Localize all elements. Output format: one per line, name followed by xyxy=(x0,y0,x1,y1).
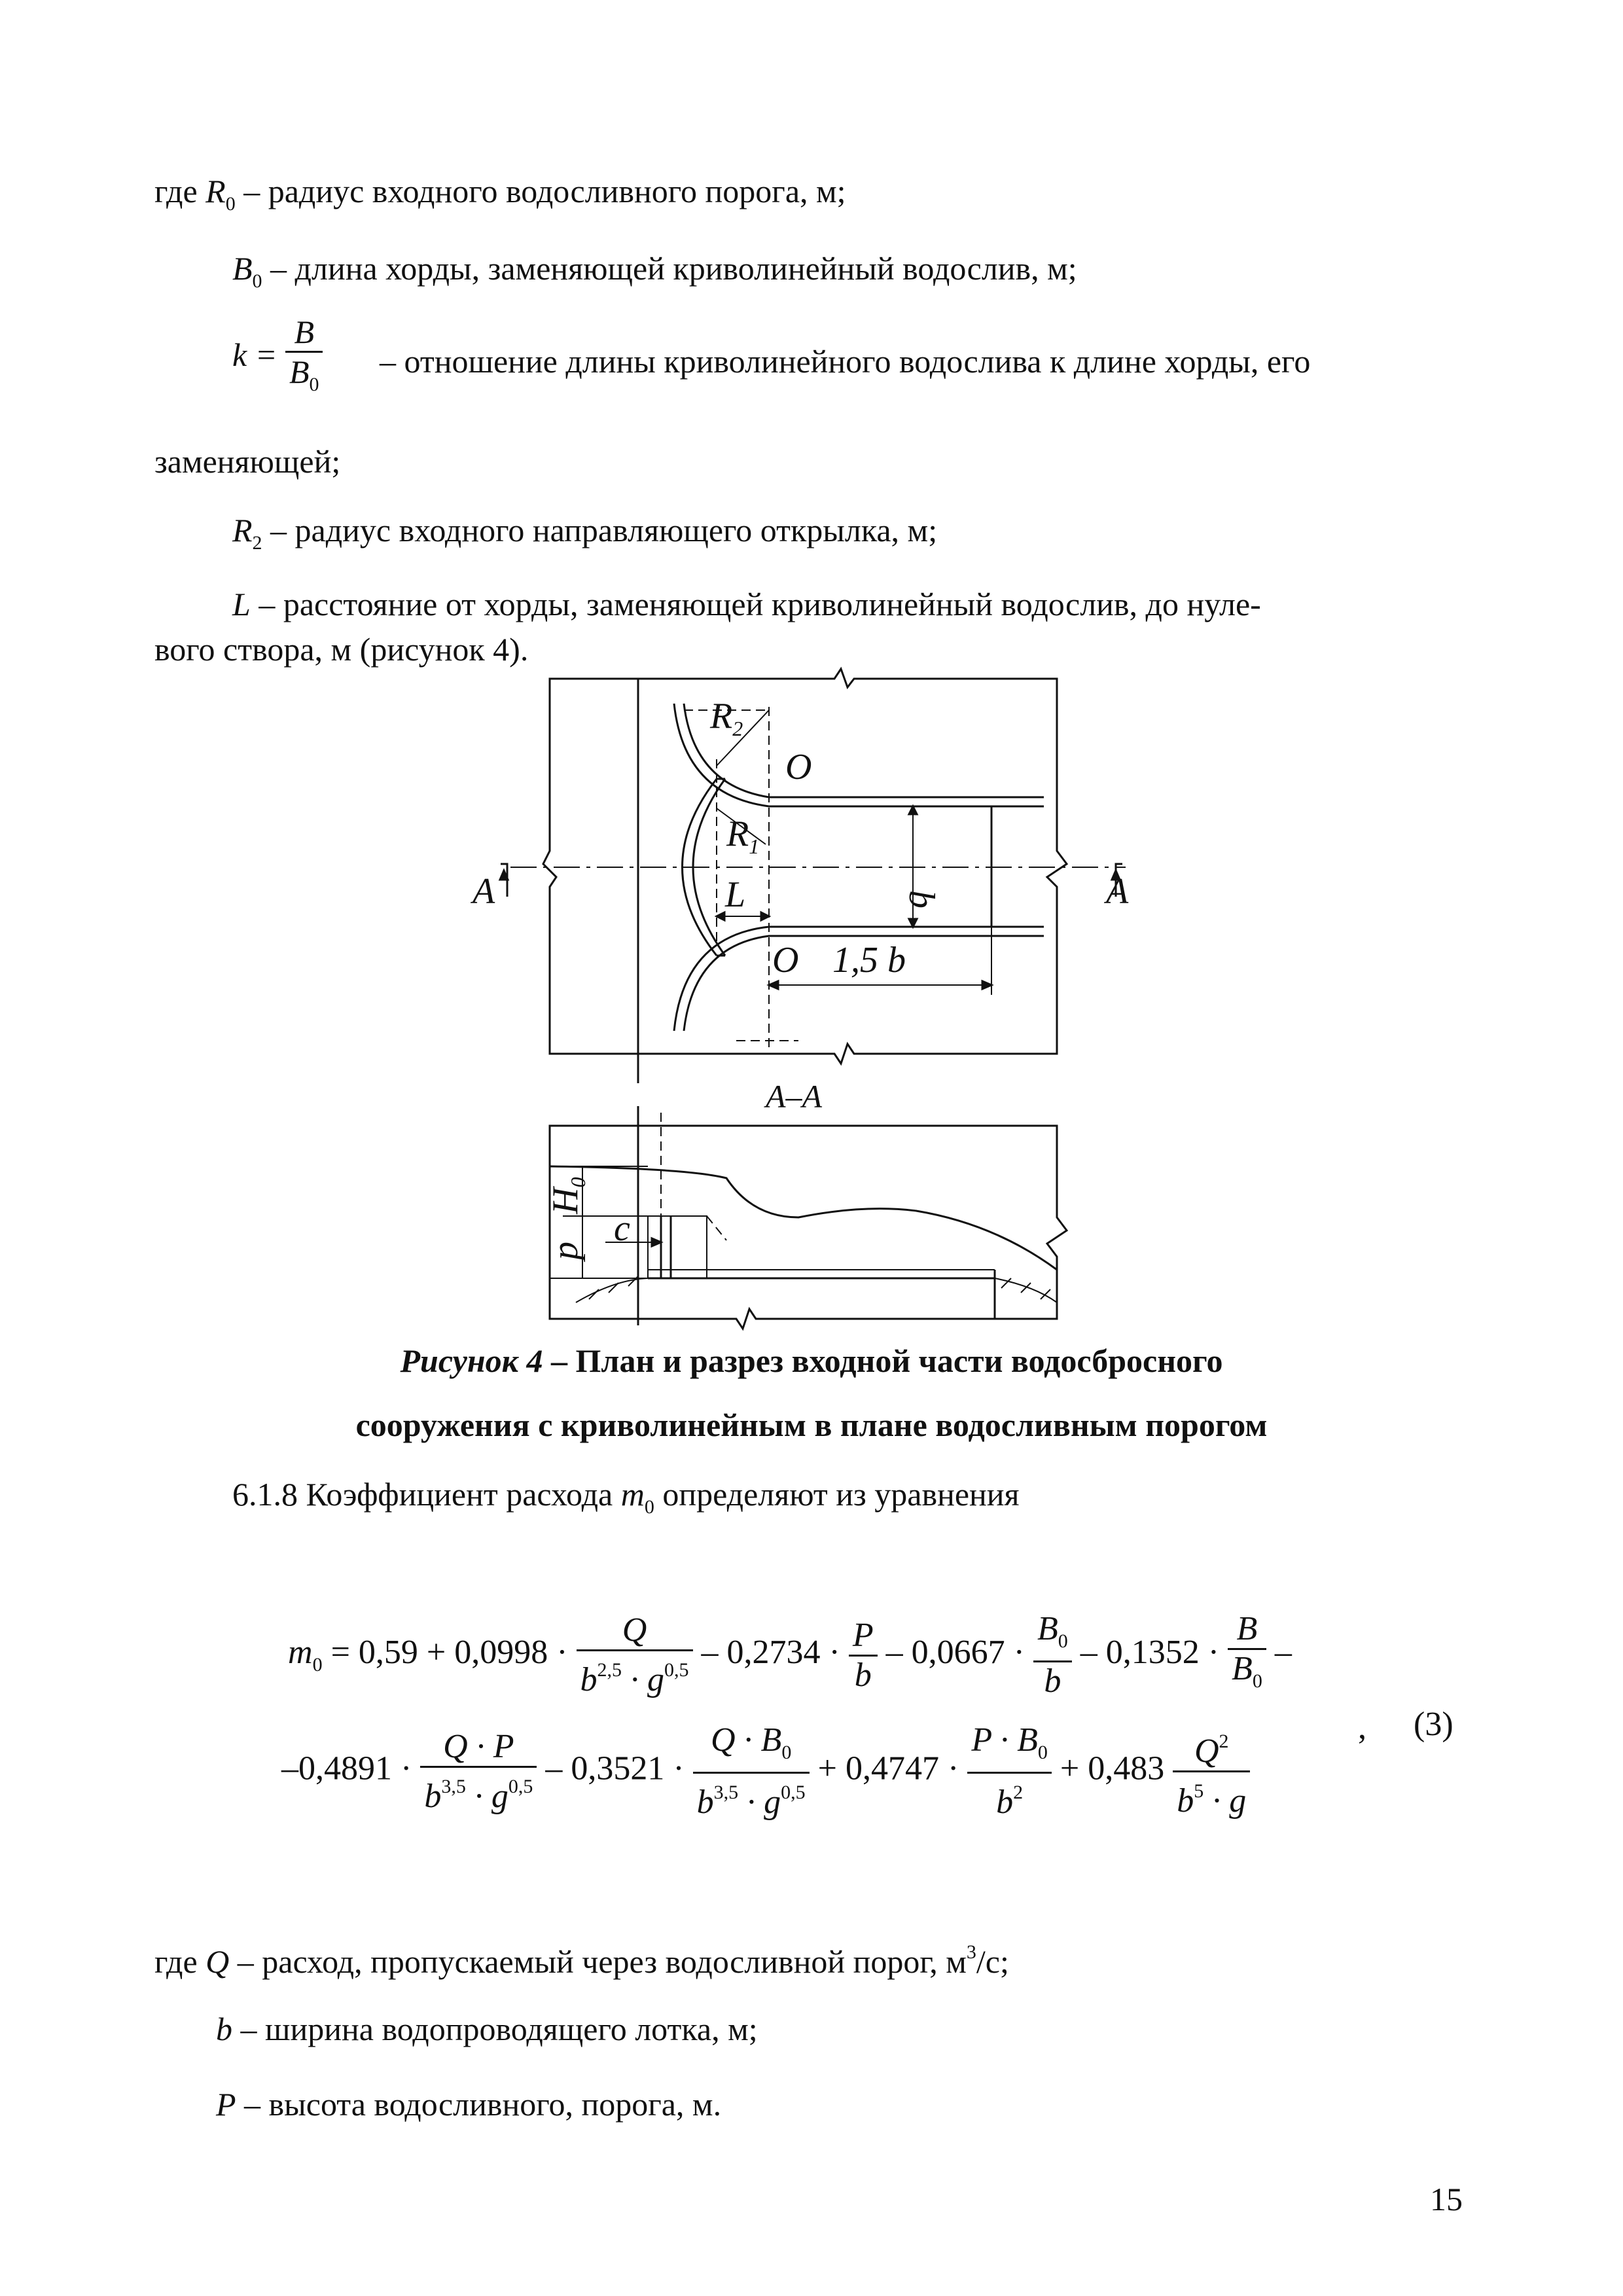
label-l: L xyxy=(725,874,746,915)
label-a-right: A xyxy=(1106,871,1129,912)
label-o-top: O xyxy=(785,747,812,787)
def-r2: $R_2$ – радиус входного направляющего открылка, м; xyxy=(232,512,938,554)
label-p: p xyxy=(545,1242,586,1260)
equation-row-2: –0,4891 · $\frac{Q \cdot P}{b^{3,5} \cdot g^{0,5}}$ – 0,3521 · $\frac{Q \cdot B_0}{b^{3,5} \cdot g^{0,5}}$ + 0,4747 · $\frac{P \cdot B_0}{b^2}$ + 0,483 $\frac{Q^2}{b^5 \cdot g}$ xyxy=(281,1721,1250,1821)
label-c: c xyxy=(614,1208,630,1249)
page-number: 15 xyxy=(1430,2181,1463,2217)
def-k-text: – отношение длины криволинейного водослива к длине хорды, его xyxy=(380,343,1311,380)
label-h0: $H_0$ xyxy=(545,1177,590,1214)
equation-row-1: $m_0 = 0,59 + 0,0998$ · $\frac{Q}{b^{2,5} \cdot g^{0,5}}$ – 0,2734 · $\frac{P}{b}$ – 0,0667 · $\frac{B_0}{b}$ – 0,1352 · $\frac{B}{B_0}$ – xyxy=(288,1610,1292,1700)
weir-crest xyxy=(648,1216,707,1278)
equation-comma: , xyxy=(1358,1709,1366,1746)
label-r1: $R_1$ xyxy=(726,814,760,858)
def-b0: $B_0$ – длина хорды, заменяющей криволинейный водослив, м; xyxy=(232,250,1077,292)
def-l: L – расстояние от хорды, заменяющей криволинейный водослив, до нуле- xyxy=(232,586,1261,622)
def-l-cont: вого створа, м (рисунок 4). xyxy=(154,631,529,668)
def-b: b – ширина водопроводящего лотка, м; xyxy=(216,2011,758,2047)
def-k-cont: заменяющей; xyxy=(154,443,341,480)
label-b: b xyxy=(901,890,942,908)
section-title: A–A xyxy=(766,1078,823,1115)
clause-6-1-8: 6.1.8 Коэффициент расхода $m_0$ определяют из уравнения xyxy=(232,1476,1020,1518)
equation-number: (3) xyxy=(1414,1706,1454,1743)
def-q: где Q – расход, пропускаемый через водосливной порог, $м^3/с$; xyxy=(154,1941,1009,1980)
label-a-left: A xyxy=(473,871,495,912)
def-r0: где $R_0$ – радиус входного водосливного порога, м; xyxy=(154,173,846,215)
figure-caption-line2: сооружения с криволинейным в плане водосливным порогом xyxy=(355,1407,1268,1443)
def-p: P – высота водосливного, порога, м. xyxy=(216,2086,722,2123)
label-1-5b: 1,5 b xyxy=(832,940,906,980)
label-o-bottom: O xyxy=(772,940,799,980)
def-k: k = $\frac{B}{B_0}$ xyxy=(232,313,323,404)
plan-frame xyxy=(543,669,1067,1064)
label-r2: $R_2$ xyxy=(710,696,743,740)
figure-caption-line1: Рисунок 4 – План и разрез входной части водосбросного xyxy=(400,1342,1223,1379)
